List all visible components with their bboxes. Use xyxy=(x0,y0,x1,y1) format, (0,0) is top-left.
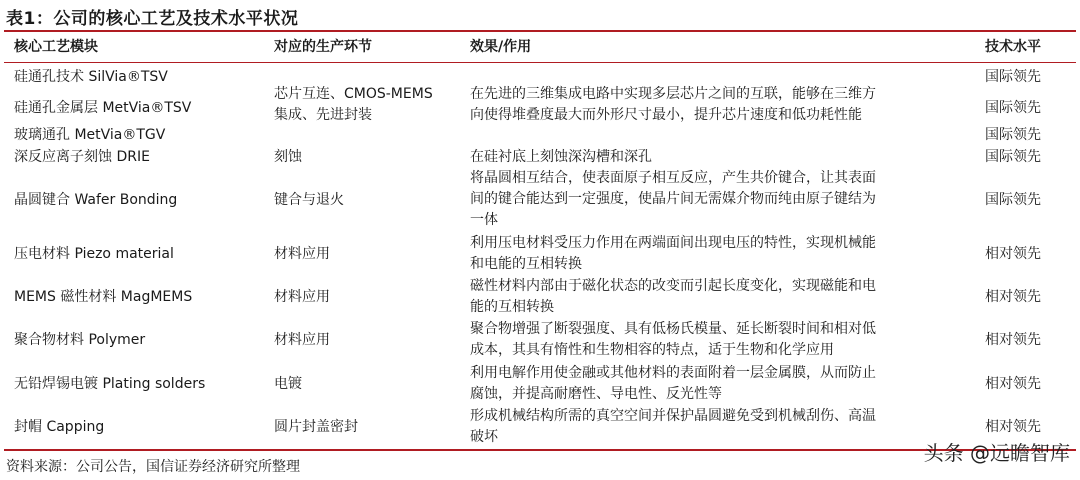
cell-level: 国际领先 xyxy=(985,127,1041,143)
cell-stage: 圆片封盖密封 xyxy=(274,419,358,435)
cell-effect xyxy=(470,406,876,448)
cell-level: 相对领先 xyxy=(985,289,1041,305)
cell-level: 相对领先 xyxy=(985,376,1041,392)
cell-level: 国际领先 xyxy=(985,149,1041,165)
merged-effect xyxy=(470,84,876,126)
cell-level: 国际领先 xyxy=(985,192,1041,208)
cell-effect-line: 利用压电材料受压力作用在两端面间出现电压的特性，实现机械能 xyxy=(470,235,876,251)
merged-stage-line: 芯片互连、CMOS-MEMS xyxy=(274,86,433,102)
cell-effect-line: 磁性材料内部由于磁化状态的改变而引起长度变化，实现磁能和电 xyxy=(470,278,876,294)
cell-effect-line: 腐蚀，并提高耐磨性、导电性、反光性等 xyxy=(470,386,722,402)
cell-stage: 电镀 xyxy=(274,376,302,392)
cell-level: 相对领先 xyxy=(985,246,1041,262)
merged-stage-line: 集成、先进封装 xyxy=(274,107,372,123)
cell-effect-line: 一体 xyxy=(470,212,498,228)
header-stage: 对应的生产环节 xyxy=(274,39,372,55)
header-effect: 效果/作用 xyxy=(470,39,532,55)
cell-module: 深反应离子刻蚀 DRIE xyxy=(14,149,150,165)
cell-effect-line: 聚合物增强了断裂强度、具有低杨氏模量、延长断裂时间和相对低 xyxy=(470,321,876,337)
cell-module: MEMS 磁性材料 MagMEMS xyxy=(14,289,193,305)
bottom-rule xyxy=(4,449,1076,451)
cell-stage: 材料应用 xyxy=(274,332,330,348)
cell-effect: 在硅衬底上刻蚀深沟槽和深孔 xyxy=(470,149,652,165)
cell-module: 无铅焊锡电镀 Plating solders xyxy=(14,376,206,392)
cell-stage: 材料应用 xyxy=(274,289,330,305)
cell-effect-line: 利用电解作用使金融或其他材料的表面附着一层金属膜，从而防止 xyxy=(470,365,876,381)
cell-effect xyxy=(470,276,876,318)
cell-stage: 材料应用 xyxy=(274,246,330,262)
cell-effect-line: 间的键合能达到一定强度，使晶片间无需媒介物而纯由原子键结为 xyxy=(470,191,876,207)
header-level: 技术水平 xyxy=(985,39,1041,55)
cell-stage: 键合与退火 xyxy=(274,192,344,208)
cell-module: 聚合物材料 Polymer xyxy=(14,332,146,348)
cell-effect xyxy=(470,319,876,361)
cell-effect-line: 形成机械结构所需的真空空间并保护晶圆避免受到机械刮伤、高温 xyxy=(470,408,876,424)
merged-effect-line: 在先进的三维集成电路中实现多层芯片之间的互联，能够在三维方 xyxy=(470,86,876,102)
cell-effect-line: 破坏 xyxy=(470,429,498,445)
cell-module: 玻璃通孔 MetVia®TGV xyxy=(14,127,166,143)
source-note: 资料来源：公司公告，国信证券经济研究所整理 xyxy=(6,459,300,475)
watermark: 头条 @远瞻智库 xyxy=(923,441,1070,465)
cell-module: 封帽 Capping xyxy=(14,419,105,435)
top-rule xyxy=(4,30,1076,32)
header-rule xyxy=(4,62,1076,63)
merged-stage xyxy=(274,84,433,126)
cell-effect-line: 和电能的互相转换 xyxy=(470,256,582,272)
cell-level: 相对领先 xyxy=(985,332,1041,348)
cell-level: 国际领先 xyxy=(985,100,1041,116)
cell-module: 硅通孔技术 SilVia®TSV xyxy=(14,69,168,85)
cell-level: 相对领先 xyxy=(985,419,1041,435)
cell-module: 压电材料 Piezo material xyxy=(14,246,174,262)
cell-stage: 刻蚀 xyxy=(274,149,302,165)
table-title: 表1：公司的核心工艺及技术水平状况 xyxy=(6,9,299,29)
cell-effect xyxy=(470,363,876,405)
cell-effect-line: 成本，其具有惰性和生物相容的特点，适于生物和化学应用 xyxy=(470,342,834,358)
cell-module: 硅通孔金属层 MetVia®TSV xyxy=(14,100,192,116)
cell-effect xyxy=(470,168,876,231)
header-module: 核心工艺模块 xyxy=(14,39,98,55)
cell-effect xyxy=(470,233,876,275)
cell-level: 国际领先 xyxy=(985,69,1041,85)
cell-effect-line: 将晶圆相互结合，使表面原子相互反应，产生共价键合，让其表面 xyxy=(470,170,876,186)
cell-module: 晶圆键合 Wafer Bonding xyxy=(14,192,178,208)
merged-effect-line: 向使得堆叠度最大而外形尺寸最小，提升芯片速度和低功耗性能 xyxy=(470,107,862,123)
cell-effect-line: 能的互相转换 xyxy=(470,299,554,315)
